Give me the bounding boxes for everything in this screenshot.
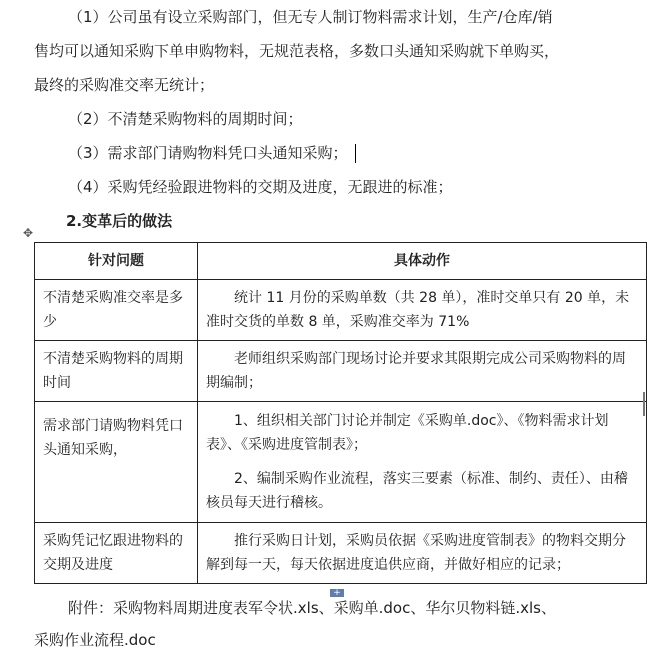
attachment-line-2: 采购作业流程.doc	[34, 631, 156, 649]
table-row	[35, 402, 647, 523]
header-action: 具体动作	[198, 243, 647, 280]
action-text: 老师组织采购部门现场讨论并要求其限期完成公司采购物料的周期编制；	[206, 351, 626, 391]
issue-cell: 不清楚采购准交率是多少	[35, 280, 198, 341]
issue-cell: 采购凭记忆跟进物料的交期及进度	[35, 523, 198, 584]
issue-cell: 不清楚采购物料的周期时间	[35, 341, 198, 402]
paragraph-2: （2）不清楚采购物料的周期时间；	[68, 110, 303, 128]
attachment-note	[34, 592, 646, 656]
table-row	[35, 280, 647, 341]
header-issue: 针对问题	[35, 243, 198, 280]
paragraph-1	[34, 0, 647, 102]
text-cursor	[355, 144, 356, 163]
table-row	[35, 523, 647, 584]
table-header-row	[35, 243, 647, 280]
action-cell	[198, 341, 647, 402]
paragraph-1-line-2: 售均可以通知采购下单申购物料，无规范表格，多数口头通知采购就下单购买，	[34, 42, 560, 60]
ruler-marker	[643, 392, 645, 416]
paragraph-3: （3）需求部门请购物料凭口头通知采购；	[68, 144, 348, 162]
paragraph-4: （4）采购凭经验跟进物料的交期及进度，无跟进的标准；	[68, 178, 453, 196]
paragraph-1-line-1: （1）公司虽有设立采购部门，但无专人制订物料需求计划，生产/仓库/销	[68, 8, 553, 26]
add-row-icon[interactable]: +	[330, 589, 344, 597]
attachment-line-1: 附件：采购物料周期进度表军令状.xls、采购单.doc、华尔贝物料链.xls、	[68, 599, 556, 617]
action-text: 1、组织相关部门讨论并制定《采购单.doc》、《物料需求计划表》、《采购进度管制表》；	[206, 413, 609, 453]
move-icon[interactable]: ✥	[22, 226, 34, 240]
action-cell	[198, 402, 647, 523]
action-cell	[198, 523, 647, 584]
comparison-table	[34, 242, 647, 584]
section-heading: 2.变革后的做法	[66, 212, 173, 230]
action-cell	[198, 280, 647, 341]
action-text: 推行采购日计划，采购员依据《采购进度管制表》的物料交期分解到每一天，每天依据进度追供应商，并做好相应的记录；	[206, 533, 626, 573]
action-text: 2、编制采购作业流程，落实三要素（标准、制约、责任）、由稽核员每天进行稽核。	[206, 471, 628, 511]
action-text: 统计 11 月份的采购单数（共 28 单），准时交单只有 20 单，未准时交货的单数 8 单，采购准交率为 71%	[206, 290, 630, 330]
paragraph-1-line-3: 最终的采购准交率无统计；	[34, 76, 215, 94]
table-row	[35, 341, 647, 402]
issue-cell: 需求部门请购物料凭口头通知采购，	[35, 402, 198, 523]
